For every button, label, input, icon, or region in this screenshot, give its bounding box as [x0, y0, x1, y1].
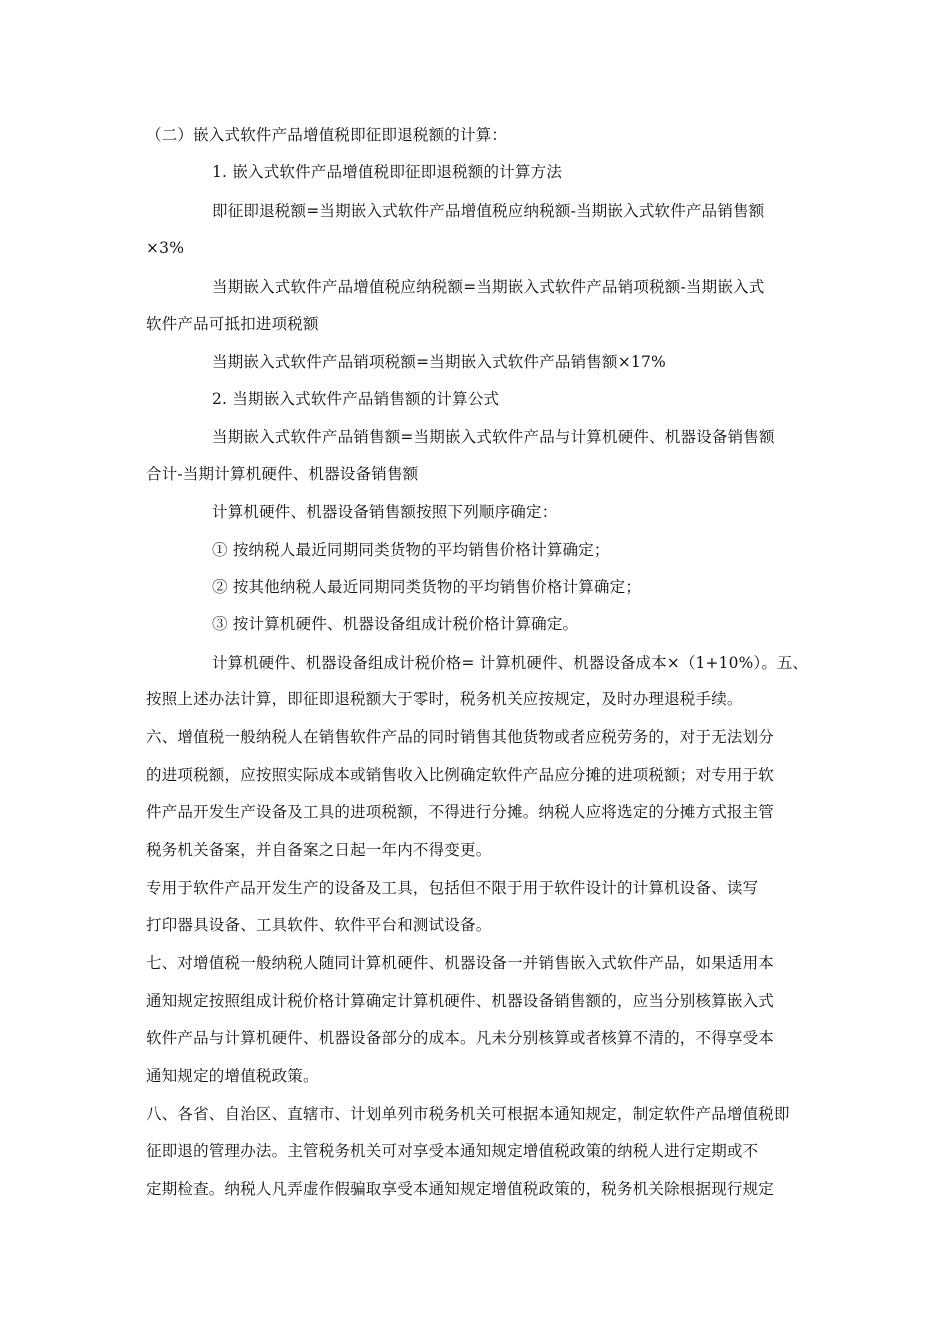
paragraph-line: 八、各省、自治区、直辖市、计划单列市税务机关可根据本通知规定，制定软件产品增值税即 — [146, 1105, 790, 1123]
paragraph-line: 定期检查。纳税人凡弄虚作假骗取享受本通知规定增值税政策的，税务机关除根据现行规定 — [146, 1180, 775, 1198]
paragraph-line: 件产品开发生产设备及工具的进项税额，不得进行分摊。纳税人应将选定的分摊方式报主管 — [146, 803, 775, 821]
paragraph-line: 计算机硬件、机器设备销售额按照下列顺序确定： — [212, 503, 558, 521]
paragraph-line: 按照上述办法计算，即征即退税额大于零时，税务机关应按规定，及时办理退税手续。 — [146, 690, 743, 708]
formula-line: 当期嵌入式软件产品销项税额=当期嵌入式软件产品销售额×17% — [212, 353, 666, 371]
list-item: ③ 按计算机硬件、机器设备组成计税价格计算确定。 — [212, 615, 579, 633]
paragraph-line: 六、增值税一般纳税人在销售软件产品的同时销售其他货物或者应税劳务的，对于无法划分 — [146, 728, 775, 746]
formula-line: ×3% — [146, 239, 185, 257]
paragraph-line: 征即退的管理办法。主管税务机关可对享受本通知规定增值税政策的纳税人进行定期或不 — [146, 1142, 759, 1160]
section-heading: （二）嵌入式软件产品增值税即征即退税额的计算： — [146, 126, 508, 144]
subsection-heading: 1. 嵌入式软件产品增值税即征即退税额的计算方法 — [212, 163, 563, 181]
paragraph-line: 专用于软件产品开发生产的设备及工具，包括但不限于用于软件设计的计算机设备、读写 — [146, 879, 759, 897]
paragraph-line: 税务机关备案，并自备案之日起一年内不得变更。 — [146, 841, 492, 859]
paragraph-line: 的进项税额，应按照实际成本或销售收入比例确定软件产品应分摊的进项税额；对专用于软 — [146, 766, 775, 784]
formula-line: 当期嵌入式软件产品增值税应纳税额=当期嵌入式软件产品销项税额-当期嵌入式 — [212, 278, 765, 296]
paragraph-line: 通知规定按照组成计税价格计算确定计算机硬件、机器设备销售额的，应当分别核算嵌入式 — [146, 992, 775, 1010]
paragraph-line: 软件产品与计算机硬件、机器设备部分的成本。凡未分别核算或者核算不清的，不得享受本 — [146, 1029, 775, 1047]
formula-line: 计算机硬件、机器设备组成计税价格= 计算机硬件、机器设备成本×（1+10%）。五、 — [212, 654, 809, 672]
list-item: ② 按其他纳税人最近同期同类货物的平均销售价格计算确定； — [212, 578, 642, 596]
paragraph-line: 通知规定的增值税政策。 — [146, 1067, 319, 1085]
list-item: ① 按纳税人最近同期同类货物的平均销售价格计算确定； — [212, 541, 610, 559]
formula-line: 软件产品可抵扣进项税额 — [146, 315, 319, 333]
paragraph-line: 七、对增值税一般纳税人随同计算机硬件、机器设备一并销售嵌入式软件产品，如果适用本 — [146, 954, 775, 972]
formula-line: 当期嵌入式软件产品销售额=当期嵌入式软件产品与计算机硬件、机器设备销售额 — [212, 428, 775, 446]
paragraph-line: 打印器具设备、工具软件、软件平台和测试设备。 — [146, 916, 492, 934]
subsection-heading: 2. 当期嵌入式软件产品销售额的计算公式 — [212, 390, 500, 408]
formula-line: 合计-当期计算机硬件、机器设备销售额 — [146, 465, 419, 483]
formula-line: 即征即退税额=当期嵌入式软件产品增值税应纳税额-当期嵌入式软件产品销售额 — [212, 202, 765, 220]
